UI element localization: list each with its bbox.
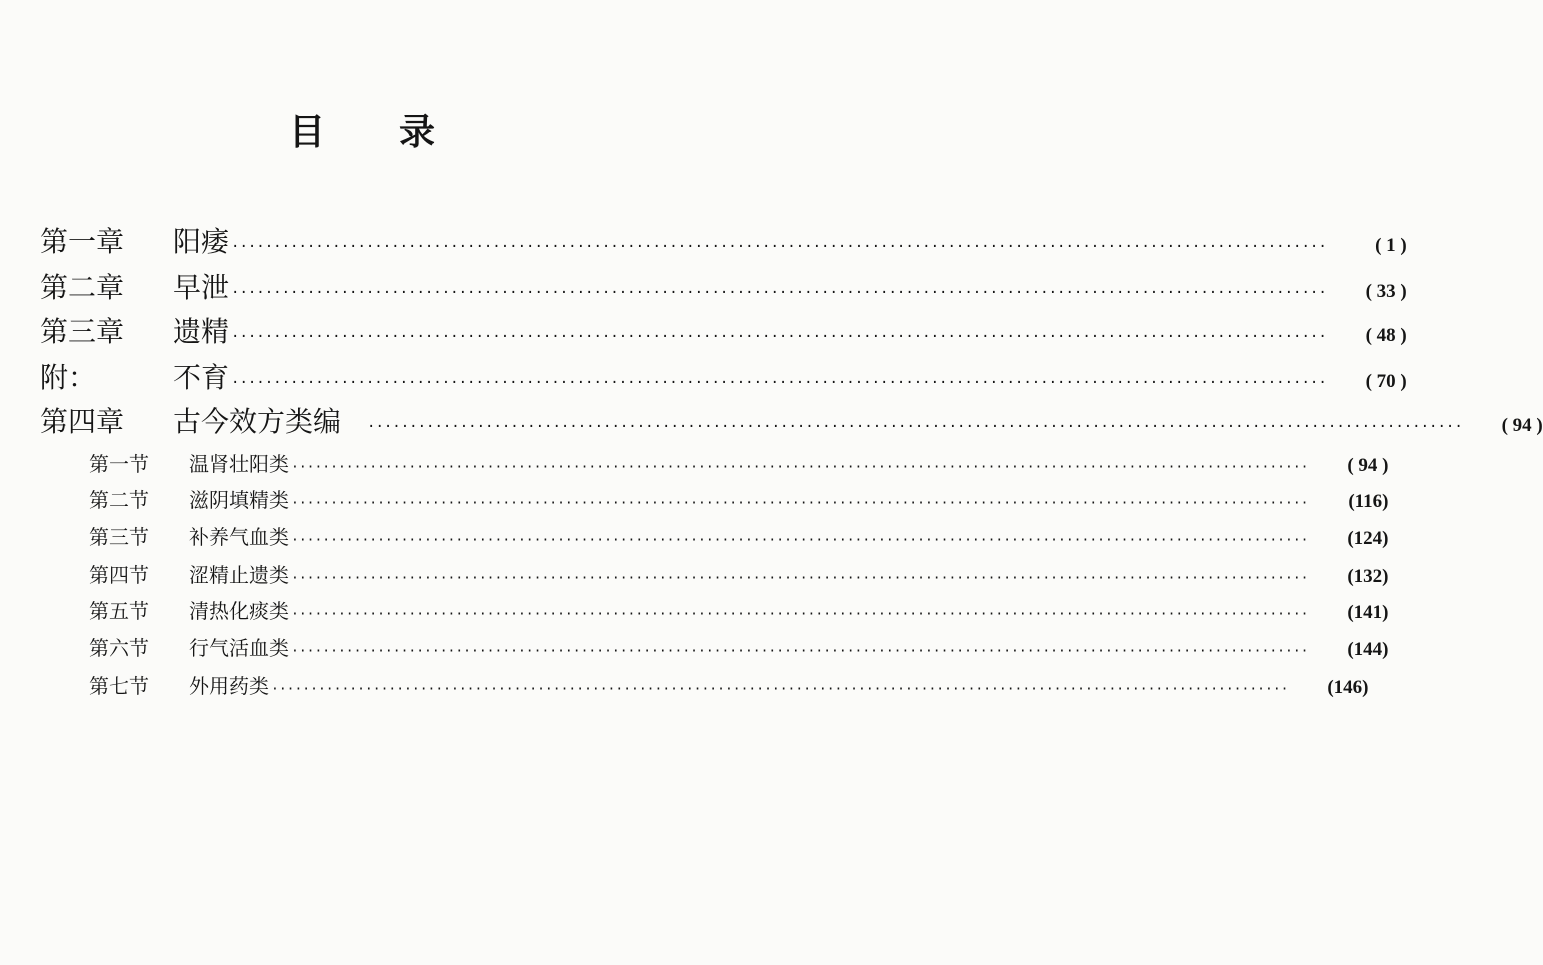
toc-entry-section-2[interactable] <box>89 484 1389 514</box>
page-number: (146) <box>1327 677 1369 698</box>
page-number: ( 1 ) <box>1375 235 1407 256</box>
page-number: (116) <box>1348 491 1389 512</box>
dot-leader: ·································································································································· <box>291 496 1309 511</box>
section-label: 第一节 <box>89 452 149 476</box>
toc-entry-section-7[interactable] <box>89 670 1369 700</box>
page-number: (124) <box>1347 528 1389 549</box>
page-number: (132) <box>1347 566 1389 587</box>
toc-entry-section-1[interactable] <box>89 448 1389 478</box>
dot-leader: ·································································································································· <box>291 533 1309 548</box>
chapter-title: 古今效方类编 <box>173 405 342 438</box>
section-label: 第四节 <box>89 563 149 587</box>
dot-leader: ·································································································································· <box>231 285 1327 301</box>
section-title: 行气活血类 <box>189 636 289 660</box>
dot-leader: ·································································································································· <box>291 571 1309 586</box>
chapter-title: 早泄 <box>173 271 230 304</box>
toc-entry-section-4[interactable] <box>89 559 1389 589</box>
dot-leader: ·································································································································· <box>291 644 1309 659</box>
section-title: 补养气血类 <box>189 525 289 549</box>
section-label: 第三节 <box>89 525 149 549</box>
dot-leader: ·································································································································· <box>271 682 1289 697</box>
page-number: ( 48 ) <box>1365 325 1407 346</box>
toc-entry-chapter-3[interactable] <box>40 310 1407 350</box>
dot-leader: ·································································································································· <box>231 375 1327 391</box>
section-label: 第六节 <box>89 636 149 660</box>
chapter-title: 遗精 <box>173 315 230 348</box>
page-number: (144) <box>1347 639 1389 660</box>
chapter-label: 第二章 <box>40 271 125 304</box>
section-title: 涩精止遗类 <box>189 563 289 587</box>
title-char: 目 <box>288 111 325 153</box>
section-label: 第五节 <box>89 599 149 623</box>
chapter-label: 附： <box>40 361 97 394</box>
chapter-label: 第三章 <box>40 315 125 348</box>
chapter-title: 阳痿 <box>173 225 230 258</box>
dot-leader: ·································································································································· <box>231 329 1327 345</box>
page-number: ( 70 ) <box>1365 371 1407 392</box>
page-number: ( 94 ) <box>1501 415 1543 436</box>
dot-leader: ·································································································································· <box>367 419 1463 435</box>
toc-entry-section-5[interactable] <box>89 595 1389 625</box>
page-number: ( 33 ) <box>1365 281 1407 302</box>
toc-entry-section-3[interactable] <box>89 521 1389 551</box>
toc-entry-chapter-1[interactable] <box>40 220 1407 260</box>
toc-entry-section-6[interactable] <box>89 632 1389 662</box>
page-number: ( 94 ) <box>1347 455 1389 476</box>
section-title: 滋阴填精类 <box>189 488 289 512</box>
toc-entry-chapter-2[interactable] <box>40 266 1407 306</box>
chapter-label: 第四章 <box>40 405 125 438</box>
section-label: 第七节 <box>89 674 149 698</box>
page-number: (141) <box>1347 602 1389 623</box>
section-label: 第二节 <box>89 488 149 512</box>
toc-entry-appendix[interactable] <box>40 356 1407 396</box>
section-title: 外用药类 <box>189 674 269 698</box>
dot-leader: ·································································································································· <box>231 239 1327 255</box>
dot-leader: ·································································································································· <box>291 460 1309 475</box>
section-title: 清热化痰类 <box>189 599 289 623</box>
chapter-label: 第一章 <box>40 225 125 258</box>
section-title: 温肾壮阳类 <box>189 452 289 476</box>
title-char: 录 <box>399 111 436 153</box>
chapter-title: 不育 <box>173 361 230 394</box>
toc-entry-chapter-4[interactable] <box>40 400 1543 440</box>
dot-leader: ·································································································································· <box>291 607 1309 622</box>
